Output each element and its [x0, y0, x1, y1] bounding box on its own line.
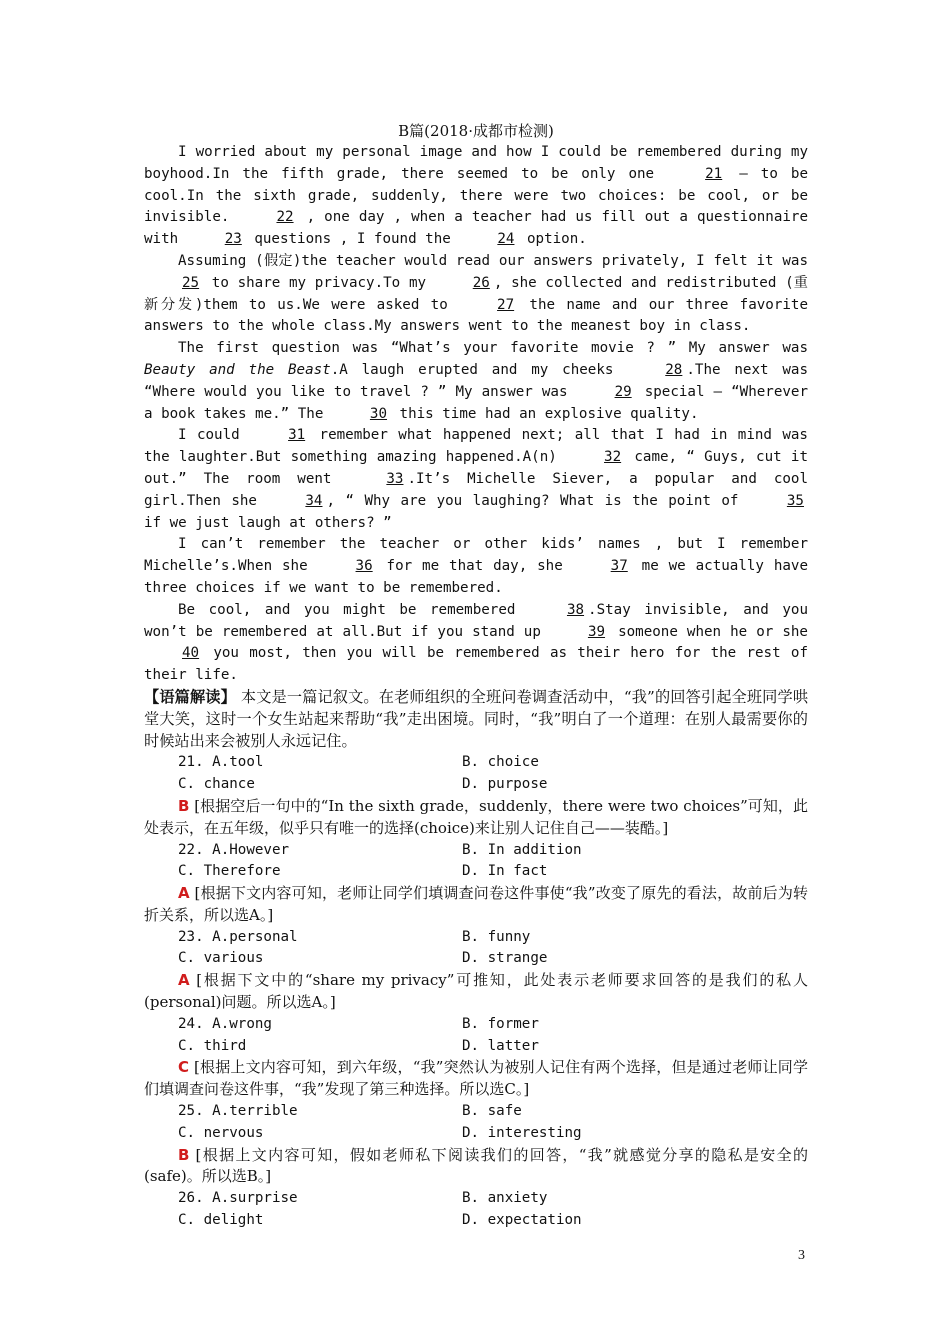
passage	[144, 142, 808, 687]
option-text: B. safe	[462, 1103, 522, 1120]
option-text: D. expectation	[462, 1212, 582, 1229]
passage-text: .Stay invisible, and you won’t be remembered at all.But if you stand up	[144, 601, 809, 640]
question-options-row	[144, 861, 808, 883]
option-text: D. strange	[462, 950, 548, 967]
passage-paragraph	[144, 251, 808, 338]
question-options-row	[144, 1123, 808, 1145]
passage-text: .It’s Michelle Siever, a popular and cool girl.Then she	[144, 470, 808, 509]
passage-text: — to be cool.In the sixth grade, suddenly, there were two choices: be cool, or be invisible.	[144, 165, 808, 226]
passage-paragraph	[144, 534, 808, 599]
cloze-blank: 21	[705, 165, 723, 182]
option-text: C. nervous	[178, 1124, 264, 1141]
option-text: 21. A.tool	[178, 754, 264, 771]
answer-explanation	[144, 883, 808, 927]
passage-text: questions , I found the	[245, 231, 460, 248]
explanation-text: [根据下文中的“share my privacy”可推知，此处表示老师要求回答的是我们的私人(personal)问题。所以选A。]	[144, 971, 808, 1012]
passage-text: I can’t remember the teacher or other kids’ names , but I remember Michelle’s.When she	[144, 536, 808, 575]
option-text: D. purpose	[462, 776, 548, 793]
question-options-row	[144, 840, 808, 862]
page-number: 3	[798, 1248, 805, 1263]
passage-text: I could	[178, 427, 251, 444]
option-text: C. various	[178, 950, 264, 967]
answer-explanation	[144, 970, 808, 1014]
passage-text: the name and our three favorite answers to the whole class.My answers went to the meanest boy in class.	[144, 296, 808, 335]
passage-text: me we actually have three choices if we want to be remembered.	[144, 558, 808, 596]
cloze-blank: 39	[587, 623, 606, 640]
passage-text: Assuming (假定)the teacher would read our answers privately, I felt it was	[178, 252, 808, 269]
option-text: D. latter	[462, 1037, 539, 1054]
cloze-blank: 26	[472, 274, 490, 291]
question-options-row	[144, 1014, 808, 1036]
option-text: C. delight	[178, 1212, 264, 1229]
cloze-blank: 23	[224, 231, 242, 248]
option-text: B. funny	[462, 928, 531, 945]
passage-text: came, “ Guys, cut it out.” The room went	[144, 449, 808, 487]
answer-key: B	[178, 1145, 190, 1164]
cloze-blank: 40	[182, 645, 200, 662]
passage-text: to share my privacy.To my	[203, 274, 435, 291]
option-text: 25. A.terrible	[178, 1103, 298, 1120]
passage-paragraph	[144, 600, 808, 687]
cloze-blank: 36	[355, 558, 373, 575]
explanation-text: [根据空后一句中的“In the sixth grade，suddenly，there were two choices”可知，此处表示，在五年级，似乎只有唯一的选择(choice)来让别人记住自己——装酷。]	[144, 796, 808, 837]
question-options-row	[144, 948, 808, 970]
passage-text: .A laugh erupted and my cheeks	[330, 361, 628, 378]
option-text: B. choice	[462, 754, 539, 771]
passage-text: The first question was “What’s your favorite movie ? ” My answer was	[178, 340, 808, 357]
option-text: C. chance	[178, 776, 255, 793]
passage-text: , one day , when a teacher had us fill out a questionnaire with	[144, 209, 808, 248]
passage-text: option.	[518, 231, 587, 248]
question-options-row	[144, 774, 808, 796]
cloze-blank: 28	[665, 361, 683, 378]
option-text: B. In addition	[462, 841, 582, 858]
passage-text: I worried about my personal image and how I could be remembered during my boyhood.In the fifth grade, there seemed to be only one	[144, 144, 808, 182]
cloze-blank: 32	[604, 449, 622, 466]
question-options-row	[144, 752, 808, 774]
question-options-row	[144, 1101, 808, 1123]
cloze-blank: 34	[305, 492, 323, 509]
option-text: 26. A.surprise	[178, 1190, 298, 1207]
question-options-row	[144, 1188, 808, 1210]
passage-text: Be cool, and you might be remembered	[178, 601, 529, 618]
answer-key: A	[178, 971, 190, 990]
analysis-label: 【语篇解读】	[144, 687, 236, 706]
cloze-blank: 33	[386, 470, 404, 487]
question-options-row	[144, 927, 808, 949]
cloze-blank: 24	[497, 231, 515, 248]
cloze-blank: 38	[566, 601, 585, 618]
passage-paragraph	[144, 142, 808, 251]
answer-explanation	[144, 1057, 808, 1101]
cloze-blank: 29	[614, 383, 632, 400]
option-text: D. interesting	[462, 1124, 582, 1141]
cloze-blank: 31	[288, 427, 306, 444]
cloze-blank: 30	[369, 405, 388, 422]
option-text: 24. A.wrong	[178, 1015, 272, 1032]
option-text: B. former	[462, 1015, 539, 1032]
cloze-blank: 25	[182, 274, 200, 291]
passage-text: someone when he or she	[609, 623, 808, 640]
option-text: 23. A.personal	[178, 928, 298, 945]
cloze-blank: 22	[276, 209, 294, 226]
passage-paragraph	[144, 338, 808, 425]
question-options-row	[144, 1210, 808, 1232]
explanation-text: [根据下文内容可知，老师让同学们填调查问卷这件事使“我”改变了原先的看法，故前后为转折关系，所以选A。]	[144, 884, 808, 924]
passage-text: you most, then you will be remembered as their hero for the rest of their life.	[144, 645, 808, 684]
answer-key: A	[178, 884, 190, 903]
cloze-blank: 37	[610, 558, 628, 575]
passage-text: .The next was “Where would you like to travel ? ” My answer was	[144, 361, 808, 400]
passage-text: if we just laugh at others? ”	[144, 514, 392, 531]
analysis-text: 本文是一篇记叙文。在老师组织的全班问卷调查活动中，“我”的回答引起全班同学哄堂大笑，这时一个女生站起来帮助“我”走出困境。同时，“我”明白了一个道理：在别人最需要你的时候站出来会被别人永远记住。	[144, 687, 809, 750]
option-text: B. anxiety	[462, 1190, 548, 1207]
passage-paragraph	[144, 425, 808, 534]
title-text: Beauty and the Beast	[144, 361, 331, 378]
passage-text: special — “Wherever a book takes me.” The	[144, 383, 808, 422]
analysis	[144, 687, 808, 752]
question-list	[144, 752, 808, 1232]
explanation-text: [根据上文内容可知，假如老师私下阅读我们的回答，“我”就感觉分享的隐私是安全的(safe)。所以选B。]	[144, 1145, 808, 1186]
option-text: D. In fact	[462, 863, 548, 880]
passage-text: remember what happened next; all that I had in mind was the laughter.But something amazing happened.A(n)	[144, 427, 808, 466]
passage-text: for me that day, she	[376, 558, 573, 575]
answer-explanation	[144, 796, 808, 840]
explanation-text: [根据上文内容可知，到六年级，“我”突然认为被别人记住有两个选择，但是通过老师让同学们填调查问卷这件事，“我”发现了第三种选择。所以选C。]	[144, 1058, 808, 1099]
cloze-blank: 27	[497, 296, 515, 313]
cloze-blank: 35	[786, 492, 804, 509]
answer-explanation	[144, 1145, 808, 1189]
passage-text: , she collected and redistributed (重新分发)them to us.We were asked to	[144, 274, 808, 313]
section-heading: B篇(2018·成都市检测)	[398, 122, 554, 140]
option-text: C. Therefore	[178, 863, 281, 880]
option-text: C. third	[178, 1037, 247, 1054]
passage-text: , “ Why are you laughing? What is the point of	[326, 492, 749, 509]
answer-key: C	[178, 1058, 190, 1077]
option-text: 22. A.However	[178, 841, 290, 858]
document-page	[144, 120, 808, 1232]
passage-text: this time had an explosive quality.	[391, 405, 699, 422]
answer-key: B	[178, 796, 190, 815]
question-options-row	[144, 1036, 808, 1058]
